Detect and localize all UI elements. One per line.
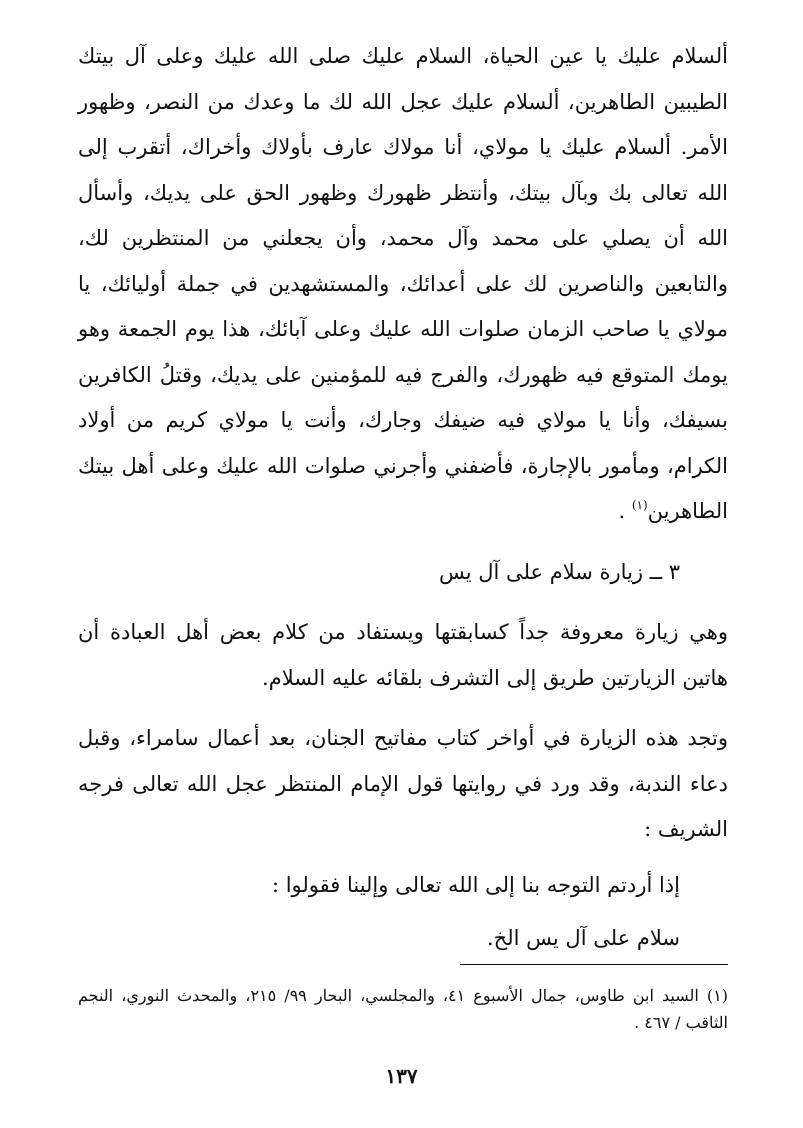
page-number: ١٣٧ <box>385 1064 418 1088</box>
footnote-reference: (١) <box>631 498 648 512</box>
quote-line: سلام على آل يس الخ. <box>487 926 680 950</box>
section-heading: ٣ ــ زيارة سلام على آل يس <box>439 559 680 584</box>
salutation-end: . <box>618 499 626 523</box>
quote-line: إذا أردتم التوجه بنا إلى الله تعالى وإلينا فقولوا : <box>271 872 680 897</box>
salutation-text: ألسلام عليك يا عين الحياة، السلام عليك صلى الله عليك وعلى آل بيتك الطيبين الطاهرين، ألسلام عليك عجل الله لك ما وعدك من النصر، وظهور الأمر. ألسلام عليك يا مولاي، أنا مولاك عارف بأولاك وأخراك، أتقرب إلى الله تعالى بك وبآل بيتك، وأنتظر ظهورك وظهور الحق على يديك، وأسأل الله أن يصلي على محمد وآل محمد، وأن يجعلني من المنتظرين لك، والتابعين والناصرين لك على أعدائك، والمستشهدين في جملة أوليائك، يا مولاي يا صاحب الزمان صلوات الله عليك وعلى آبائك، هذا يوم الجمعة وهو يومك المتوقع فيه ظهورك، والفرج فيه للمؤمنين على يديك، وقتلُ الكافرين بسيفك، وأنا يا مولاي فيه ضيفك وجارك، وأنت يا مولاي كريم من أولاد الكرام، ومأمور بالإجارة، فأضفني وأجرني صلوات الله عليك وعلى أهل بيتك الطاهرين <box>78 44 729 523</box>
footnote-text: (١) السيد ابن طاوس، جمال الأسبوع ٤١، والمجلسي، البحار ٩٩/ ٢١٥، والمحدث النوري، النجم الثاقب / ٤٦٧ . <box>78 986 728 1032</box>
footnote <box>78 982 728 1036</box>
footnote-divider <box>460 964 728 965</box>
visit-description-paragraph: وهي زيارة معروفة جداً كسابقتها ويستفاد من كلام بعض أهل العبادة أن هاتين الزيارتين طريق إلى التشرف بلقائه عليه السلام. <box>78 620 728 690</box>
source-paragraph: وتجد هذه الزيارة في أواخر كتاب مفاتيح الجنان، بعد أعمال سامراء، وقبل دعاء الندبة، وقد ورد في روايتها قول الإمام المنتظر عجل الله تعالى فرجه الشريف : <box>78 726 728 841</box>
page-body <box>78 34 728 962</box>
salutation-paragraph <box>78 34 728 535</box>
